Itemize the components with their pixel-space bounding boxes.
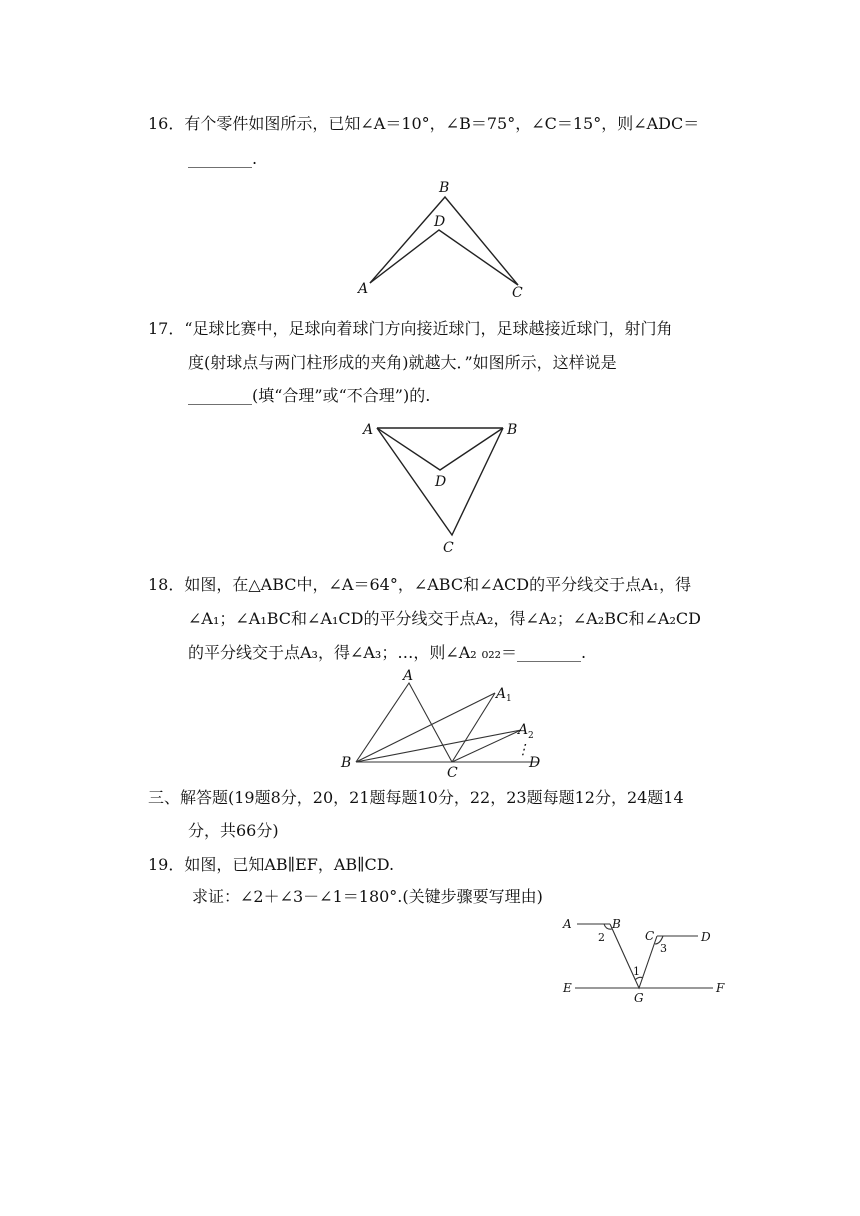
q16-label-b: B [439,180,450,196]
q17-text-line3: ________(填“合理”或“不合理”)的. [188,386,431,405]
q16-outer-edges [370,197,518,285]
q18-label-a1-sub: 1 [506,694,512,704]
q19-label-f: F [716,981,725,995]
q19-label-g: G [634,991,644,1005]
q19-label-d: D [701,930,711,944]
q16-label-d: D [434,214,446,230]
q19-text-line1: 19．如图，已知AB∥EF，AB∥CD. [148,855,395,874]
q16-label-c: C [512,285,523,301]
q18-label-a1: A [496,686,507,702]
q18-label-b: B [341,755,352,771]
q18-label-a: A [403,668,414,684]
q18-continuation-dots: ⋮ [516,742,530,758]
q19-label-a: A [563,917,572,931]
q18-text-line2: ∠A₁；∠A₁BC和∠A₁CD的平分线交于点A₂，得∠A₂；∠A₂BC和∠A₂CD [188,609,701,628]
q18-figure [338,667,553,779]
q17-label-c: C [443,540,454,556]
q16-figure [350,175,540,300]
q16-text-line1: 16．有个零件如图所示，已知∠A＝10°，∠B＝75°，∠C＝15°，则∠ADC＝ [148,114,700,133]
q19-angle-2-label: 2 [598,931,605,944]
q16-text-line2: ________. [188,149,258,168]
q19-angle-1-label: 1 [633,965,640,978]
q18-text-line1: 18．如图，在△ABC中，∠A＝64°，∠ABC和∠ACD的平分线交于点A₁，得 [148,575,692,594]
q16-label-a: A [358,281,369,297]
q17-label-b: B [507,422,518,438]
q18-line-ba2 [356,730,521,762]
q18-text-line3: 的平分线交于点A₃，得∠A₃；…，则∠A₂ ₀₂₂＝________. [188,643,587,662]
q17-text-line1: 17．“足球比赛中，足球向着球门方向接近球门，足球越接近球门，射门角 [148,319,673,338]
q19-figure [555,910,735,1005]
q18-label-a2-sub: 2 [528,731,534,741]
q19-label-c: C [645,929,655,943]
q19-text-line2: 求证：∠2＋∠3－∠1＝180°.(关键步骤要写理由) [192,887,543,906]
q18-triangle-abc [356,683,452,762]
section3-header-line1: 三、解答题(19题8分，20，21题每题10分，22，23题每题12分，24题14 [148,788,684,807]
q19-label-e: E [563,981,572,995]
q17-edges-ad-db [377,428,503,470]
q17-figure [355,415,530,557]
q19-angle-3-label: 3 [660,942,667,955]
section3-header-line2: 分，共66分) [188,821,279,840]
q17-text-line2: 度(射球点与两门柱形成的夹角)就越大．”如图所示，这样说是 [188,353,617,372]
q19-label-b: B [612,917,621,931]
q17-label-d: D [435,474,447,490]
q17-label-a: A [363,422,374,438]
q18-label-a2: A [518,722,529,738]
q18-label-c: C [447,765,458,781]
q18-label-d: D [529,755,541,771]
